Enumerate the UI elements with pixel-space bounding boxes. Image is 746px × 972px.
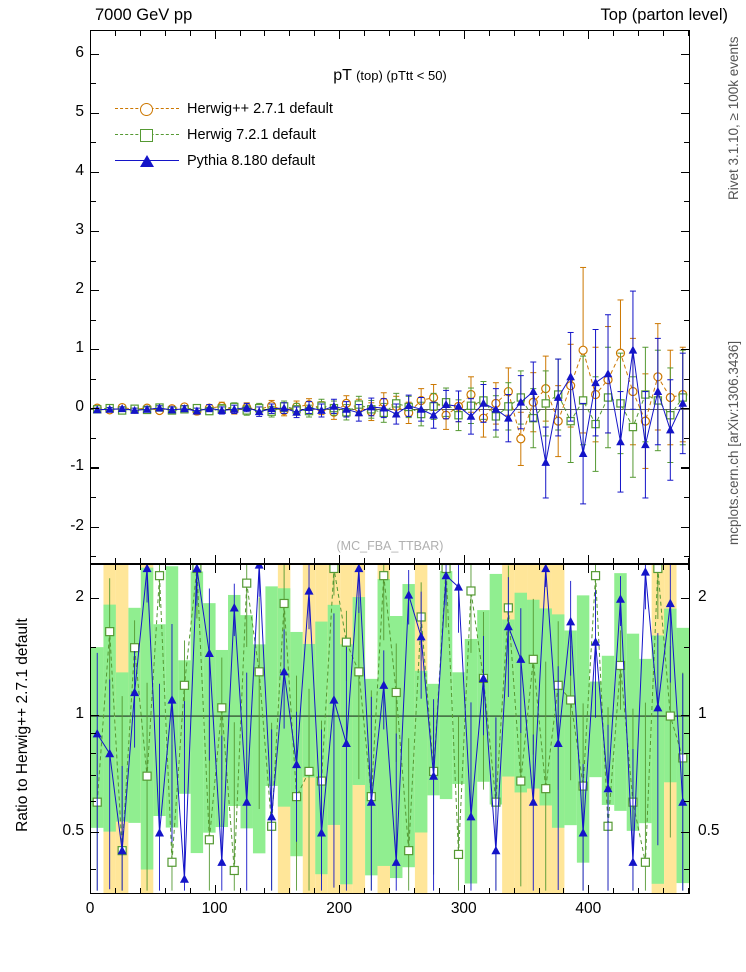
axis-tick — [289, 558, 290, 563]
axis-tick — [681, 715, 689, 716]
plot-title-sub: (top) (pTtt < 50) — [356, 68, 447, 83]
plot-title-main: pT — [333, 67, 352, 84]
axis-tick — [688, 565, 689, 570]
axis-tick — [91, 467, 99, 468]
axis-tick — [389, 888, 390, 893]
axis-tick — [684, 801, 689, 802]
axis-tick — [140, 558, 141, 563]
y-tick-label-3: 3 — [75, 220, 84, 238]
axis-tick — [638, 888, 639, 893]
axis-tick — [190, 888, 191, 893]
axis-tick — [289, 565, 290, 570]
axis-tick — [684, 261, 689, 262]
axis-tick — [684, 320, 689, 321]
axis-tick — [684, 775, 689, 776]
axis-tick — [389, 31, 390, 36]
header-process-label: Top (parton level) — [600, 6, 728, 24]
analysis-watermark: (MC_FBA_TTBAR) — [336, 539, 444, 553]
axis-tick — [190, 565, 191, 570]
legend-label-herwigpp: Herwig++ 2.7.1 default — [187, 101, 333, 117]
axis-tick — [684, 438, 689, 439]
axis-tick — [563, 558, 564, 563]
axis-tick — [264, 31, 265, 36]
rivet-credit-label: Rivet 3.1.10, ≥ 100k events — [726, 36, 741, 200]
axis-tick — [663, 558, 664, 563]
axis-tick — [90, 31, 91, 39]
axis-tick — [414, 558, 415, 563]
y-tick-label-0: 0 — [75, 398, 84, 416]
axis-tick — [681, 54, 689, 55]
axis-tick — [215, 555, 216, 563]
ratio-y-tick-label-right-2: 2 — [698, 588, 707, 606]
axis-tick — [684, 497, 689, 498]
axis-tick — [684, 556, 689, 557]
y-tick-label--2: -2 — [70, 516, 84, 534]
axis-tick — [364, 558, 365, 563]
axis-tick — [439, 888, 440, 893]
axis-tick — [588, 885, 589, 893]
axis-tick — [91, 647, 96, 648]
y-tick-label-1: 1 — [75, 339, 84, 357]
axis-tick — [91, 733, 96, 734]
axis-tick — [91, 54, 99, 55]
axis-tick — [289, 31, 290, 36]
mcplots-credit-label: mcplots.cern.ch [arXiv:1306.3436] — [726, 340, 741, 545]
axis-tick — [684, 201, 689, 202]
axis-tick — [681, 832, 689, 833]
axis-tick — [140, 565, 141, 570]
y-tick-label-4: 4 — [75, 161, 84, 179]
axis-tick — [539, 31, 540, 36]
axis-tick — [91, 290, 99, 291]
axis-tick — [663, 888, 664, 893]
axis-tick — [314, 888, 315, 893]
axis-tick — [681, 408, 689, 409]
x-tick-label-400: 400 — [575, 900, 602, 917]
legend-label-pythia: Pythia 8.180 default — [187, 153, 316, 169]
ratio-axis-label: Ratio to Herwig++ 2.7.1 default — [14, 618, 31, 832]
axis-tick — [489, 558, 490, 563]
axis-tick — [115, 888, 116, 893]
axis-tick — [339, 565, 340, 573]
axis-tick — [681, 113, 689, 114]
axis-tick — [588, 565, 589, 573]
axis-tick — [414, 888, 415, 893]
axis-tick — [90, 555, 91, 563]
axis-tick — [638, 558, 639, 563]
ratio-plot-canvas — [91, 565, 689, 893]
ratio-y-tick-label-right-0: 0.5 — [698, 821, 720, 839]
axis-tick — [90, 565, 91, 573]
axis-tick — [165, 565, 166, 570]
axis-tick — [613, 565, 614, 570]
legend-item-herwigpp — [115, 96, 333, 122]
axis-tick — [663, 31, 664, 36]
axis-tick — [91, 201, 96, 202]
axis-tick — [314, 558, 315, 563]
axis-tick — [264, 558, 265, 563]
axis-tick — [514, 31, 515, 36]
axis-tick — [215, 565, 216, 573]
axis-tick — [514, 558, 515, 563]
axis-tick — [613, 31, 614, 36]
axis-tick — [91, 172, 99, 173]
axis-tick — [91, 113, 99, 114]
axis-tick — [638, 565, 639, 570]
axis-tick — [464, 555, 465, 563]
axis-tick — [165, 31, 166, 36]
axis-tick — [688, 558, 689, 563]
axis-tick — [140, 31, 141, 36]
axis-tick — [439, 558, 440, 563]
x-tick-label-100: 100 — [201, 900, 228, 917]
axis-tick — [563, 565, 564, 570]
axis-tick — [439, 31, 440, 36]
axis-tick — [613, 888, 614, 893]
legend-label-herwig7: Herwig 7.2.1 default — [187, 127, 316, 143]
axis-tick — [190, 31, 191, 36]
ratio-y-tick-label-2: 2 — [75, 588, 84, 606]
axis-tick — [91, 598, 96, 599]
axis-tick — [364, 31, 365, 36]
y-tick-label-2: 2 — [75, 280, 84, 298]
axis-tick — [414, 31, 415, 36]
axis-tick — [464, 885, 465, 893]
axis-tick — [140, 888, 141, 893]
triangle-marker-icon — [140, 155, 154, 167]
axis-tick — [681, 172, 689, 173]
axis-tick — [489, 888, 490, 893]
axis-tick — [90, 885, 91, 893]
axis-tick — [91, 527, 99, 528]
axis-tick — [681, 349, 689, 350]
axis-tick — [539, 888, 540, 893]
axis-tick — [115, 565, 116, 570]
axis-tick — [688, 31, 689, 36]
axis-tick — [339, 555, 340, 563]
axis-tick — [684, 869, 689, 870]
x-tick-label-0: 0 — [85, 900, 95, 917]
axis-tick — [339, 885, 340, 893]
axis-tick — [684, 753, 689, 754]
axis-tick — [91, 556, 96, 557]
axis-tick — [684, 647, 689, 648]
axis-tick — [91, 142, 96, 143]
axis-tick — [489, 31, 490, 36]
axis-tick — [91, 438, 96, 439]
axis-tick — [91, 349, 99, 350]
axis-tick — [684, 379, 689, 380]
axis-tick — [314, 31, 315, 36]
axis-tick — [190, 558, 191, 563]
axis-tick — [91, 320, 96, 321]
axis-tick — [91, 775, 96, 776]
axis-tick — [264, 565, 265, 570]
axis-tick — [588, 555, 589, 563]
axis-tick — [489, 565, 490, 570]
ratio-y-tick-label-0: 0.5 — [62, 821, 84, 839]
axis-tick — [91, 231, 99, 232]
axis-tick — [514, 565, 515, 570]
legend-symbol-herwigpp — [115, 100, 179, 118]
legend-item-pythia — [115, 148, 333, 174]
axis-tick — [91, 379, 96, 380]
x-tick-label-300: 300 — [450, 900, 477, 917]
axis-tick — [215, 885, 216, 893]
axis-tick — [240, 31, 241, 36]
ratio-plot-panel — [90, 564, 690, 894]
y-tick-label-6: 6 — [75, 43, 84, 61]
axis-tick — [681, 290, 689, 291]
axis-tick — [389, 558, 390, 563]
axis-tick — [464, 31, 465, 39]
axis-tick — [539, 558, 540, 563]
x-tick-label-200: 200 — [326, 900, 353, 917]
axis-tick — [115, 31, 116, 36]
axis-tick — [91, 497, 96, 498]
axis-tick — [91, 753, 96, 754]
axis-tick — [314, 565, 315, 570]
axis-tick — [684, 598, 689, 599]
legend-symbol-pythia — [115, 152, 179, 170]
axis-tick — [91, 801, 96, 802]
axis-tick — [91, 869, 96, 870]
axis-tick — [389, 565, 390, 570]
axis-tick — [563, 888, 564, 893]
axis-tick — [681, 467, 689, 468]
axis-tick — [91, 715, 99, 716]
axis-tick — [684, 733, 689, 734]
axis-tick — [165, 558, 166, 563]
axis-tick — [464, 565, 465, 573]
legend-item-herwig7 — [115, 122, 333, 148]
axis-tick — [613, 558, 614, 563]
ratio-y-tick-label-1: 1 — [75, 705, 84, 723]
axis-tick — [539, 565, 540, 570]
axis-tick — [115, 558, 116, 563]
axis-tick — [439, 565, 440, 570]
axis-tick — [414, 565, 415, 570]
axis-tick — [684, 142, 689, 143]
axis-tick — [681, 527, 689, 528]
axis-tick — [364, 888, 365, 893]
axis-tick — [663, 565, 664, 570]
axis-tick — [165, 888, 166, 893]
axis-tick — [339, 31, 340, 39]
axis-tick — [264, 888, 265, 893]
y-tick-label-5: 5 — [75, 102, 84, 120]
axis-tick — [684, 83, 689, 84]
axis-tick — [240, 565, 241, 570]
axis-tick — [588, 31, 589, 39]
axis-tick — [638, 31, 639, 36]
axis-tick — [91, 83, 96, 84]
square-marker-icon — [140, 129, 153, 142]
legend — [115, 96, 333, 174]
header-beam-label: 7000 GeV pp — [95, 6, 193, 24]
axis-tick — [563, 31, 564, 36]
y-tick-label--1: -1 — [70, 457, 84, 475]
axis-tick — [688, 888, 689, 893]
ratio-y-tick-label-right-1: 1 — [698, 705, 707, 723]
axis-tick — [514, 888, 515, 893]
axis-tick — [240, 888, 241, 893]
axis-tick — [364, 565, 365, 570]
axis-tick — [91, 832, 99, 833]
axis-tick — [681, 231, 689, 232]
axis-tick — [91, 408, 99, 409]
plot-title — [91, 67, 689, 85]
circle-marker-icon — [140, 103, 153, 116]
axis-tick — [91, 261, 96, 262]
axis-tick — [215, 31, 216, 39]
axis-tick — [240, 558, 241, 563]
legend-symbol-herwig7 — [115, 126, 179, 144]
axis-tick — [289, 888, 290, 893]
